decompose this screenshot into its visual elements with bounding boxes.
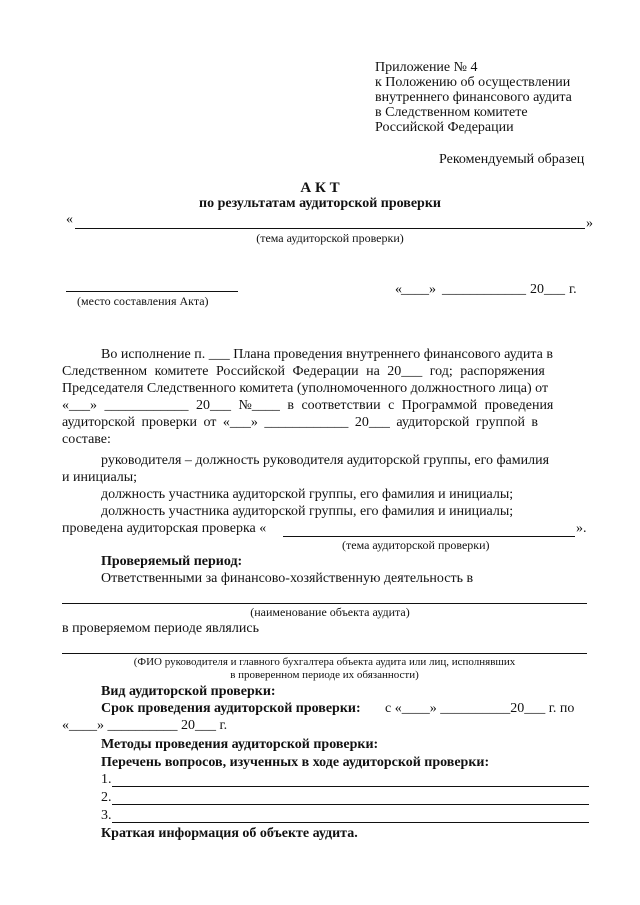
body-p1-line-1: Во исполнение п. ___ Плана проведения внутреннего финансового аудита в bbox=[101, 347, 553, 362]
topic-line bbox=[75, 228, 585, 229]
group-member-1: должность участника аудиторской группы, его фамилия и инициалы; bbox=[101, 487, 514, 502]
appendix-line-1: Приложение № 4 bbox=[375, 60, 478, 75]
body-p1-line-5: аудиторской проверки от «___» ____________ 20___ аудиторской группой в bbox=[62, 415, 539, 430]
date-year-prefix: 20 bbox=[530, 282, 544, 297]
topic-quote-close: » bbox=[586, 216, 593, 231]
appendix-line-3: внутреннего финансового аудита bbox=[375, 90, 572, 105]
document-subtitle: по результатам аудиторской проверки bbox=[199, 196, 441, 211]
in-period-text: в проверяемом периоде являлись bbox=[62, 621, 259, 636]
topic-caption: (тема аудиторской проверки) bbox=[256, 231, 404, 245]
responsible-text: Ответственными за финансово-хозяйственную деятельность в bbox=[101, 571, 474, 586]
fio-line bbox=[62, 653, 587, 654]
date-quote-close: » bbox=[429, 282, 436, 297]
body-p1-line-3: Председателя Следственного комитета (уполномоченного должностного лица) от bbox=[62, 381, 549, 396]
question-2-number: 2. bbox=[101, 790, 112, 805]
fio-caption-line-1: (ФИО руководителя и главного бухгалтера объекта аудита или лиц, исполнявших bbox=[133, 656, 516, 668]
audit-type-heading: Вид аудиторской проверки: bbox=[101, 684, 276, 699]
topic-quote-open: « bbox=[66, 212, 73, 227]
date-month-blank: ____________ bbox=[442, 282, 526, 297]
term-heading: Срок проведения аудиторской проверки: bbox=[101, 701, 361, 716]
audit-topic-line bbox=[283, 536, 575, 537]
group-leader-line-2: и инициалы; bbox=[62, 470, 138, 485]
body-p1-line-6: составе: bbox=[62, 432, 111, 447]
place-caption: (место составления Акта) bbox=[77, 294, 209, 308]
document-title: А К Т bbox=[300, 180, 340, 196]
question-2-line bbox=[112, 804, 589, 805]
period-heading: Проверяемый период: bbox=[101, 554, 243, 569]
body-p1-line-4: «___» ____________ 20___ №____ в соответствии с Программой проведения bbox=[62, 398, 554, 413]
group-leader-line-1: руководителя – должность руководителя аудиторской группы, его фамилия bbox=[101, 453, 550, 468]
audit-conducted-text: проведена аудиторская проверка « bbox=[62, 521, 267, 536]
term-to: «____» __________ 20___ г. bbox=[62, 718, 228, 733]
object-caption: (наименование объекта аудита) bbox=[250, 605, 410, 619]
brief-heading: Краткая информация об объекте аудита. bbox=[101, 826, 358, 841]
group-member-2: должность участника аудиторской группы, его фамилия и инициалы; bbox=[101, 504, 514, 519]
date-year-blank: ___ bbox=[544, 282, 565, 297]
date-quote-open: « bbox=[395, 282, 402, 297]
question-3-line bbox=[112, 822, 589, 823]
question-1-line bbox=[112, 786, 589, 787]
place-line bbox=[66, 291, 238, 292]
question-3-number: 3. bbox=[101, 808, 112, 823]
body-p1-line-2: Следственном комитете Российской Федерации на 20___ год; распоряжения bbox=[62, 364, 545, 379]
fio-caption-line-2: в проверенном периоде их обязанности) bbox=[230, 669, 419, 681]
object-line bbox=[62, 603, 587, 604]
methods-heading: Методы проведения аудиторской проверки: bbox=[101, 737, 379, 752]
appendix-line-5: Российской Федерации bbox=[375, 120, 514, 135]
questions-heading: Перечень вопросов, изученных в ходе аудиторской проверки: bbox=[101, 755, 490, 770]
question-1-number: 1. bbox=[101, 772, 112, 787]
date-day-blank: ____ bbox=[401, 282, 429, 297]
appendix-line-2: к Положению об осуществлении bbox=[375, 75, 571, 90]
appendix-line-4: в Следственном комитете bbox=[375, 105, 528, 120]
term-from: с «____» __________20___ г. по bbox=[385, 701, 575, 716]
sample-label: Рекомендуемый образец bbox=[439, 152, 585, 167]
date-suffix: г. bbox=[569, 282, 577, 297]
audit-topic-close: ». bbox=[576, 521, 587, 536]
audit-topic-caption: (тема аудиторской проверки) bbox=[342, 538, 490, 552]
